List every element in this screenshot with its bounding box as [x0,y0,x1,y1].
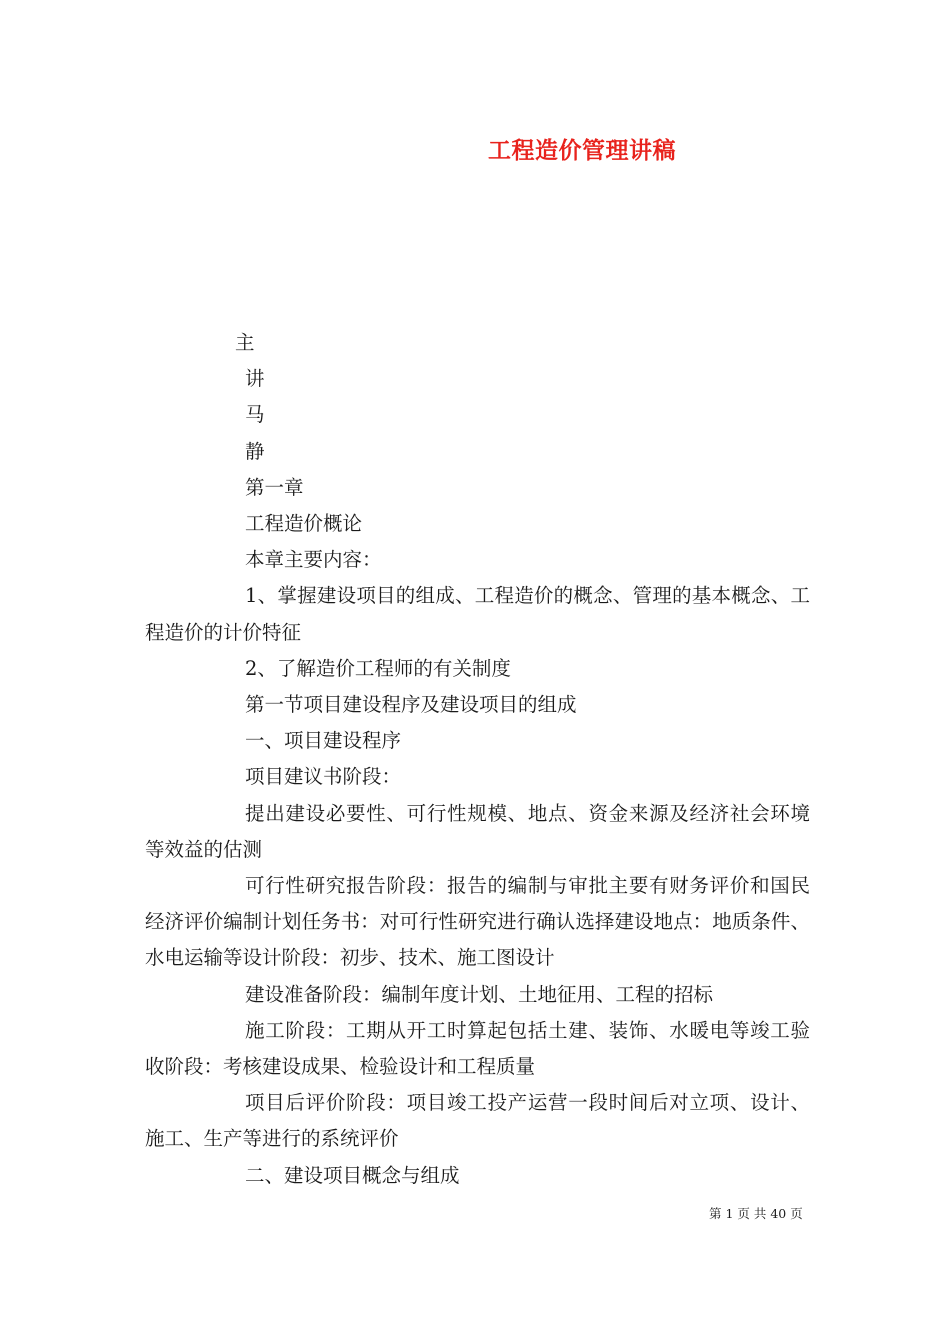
chapter-contents-heading: 本章主要内容： [245,548,382,572]
page-number-footer: 第 1 页 共 40 页 [709,1206,803,1221]
paragraph-content-item-2: 2、了解造价工程师的有关制度 [245,656,511,680]
paragraph-content-item-1: 1、掌握建设项目的组成、工程造价的概念、管理的基本概念、工程造价的计价特征 [145,584,810,644]
paragraph-feasibility-stage: 可行性研究报告阶段：报告的编制与审批主要有财务评价和国民经济评价编制计划任务书：对可行性研究进行确认选择建设地点：地质条件、水电运输等设计阶段：初步、技术、施工图设计 [145,874,810,970]
paragraph-preparation-stage: 建设准备阶段：编制年度计划、土地征用、工程的招标 [245,982,714,1006]
paragraph-lecturer-1: 主 [235,331,255,354]
paragraph-construction-stage: 施工阶段：工期从开工时算起包括土建、装饰、水暖电等竣工验收阶段：考核建设成果、检验设计和工程质量 [145,1018,810,1079]
paragraph-proposal-detail: 提出建设必要性、可行性规模、地点、资金来源及经济社会环境等效益的估测 [145,801,810,861]
paragraph-lecturer-3: 马 [245,403,265,427]
paragraph-proposal-stage: 项目建议书阶段： [245,765,402,789]
paragraph-lecturer-2: 讲 [245,367,265,391]
chapter-title: 工程造价概论 [245,512,363,536]
section-heading: 第一节项目建设程序及建设项目的组成 [245,693,577,717]
paragraph-lecturer-4: 静 [245,439,265,463]
subsection-heading-2: 二、建设项目概念与组成 [245,1163,460,1187]
paragraph-post-evaluation-stage: 项目后评价阶段：项目竣工投产运营一段时间后对立项、设计、施工、生产等进行的系统评价 [145,1091,810,1151]
document-body [145,325,810,1194]
subsection-heading-1: 一、项目建设程序 [245,729,402,753]
document-title: 工程造价管理讲稿 [488,137,676,164]
chapter-heading: 第一章 [245,475,304,499]
